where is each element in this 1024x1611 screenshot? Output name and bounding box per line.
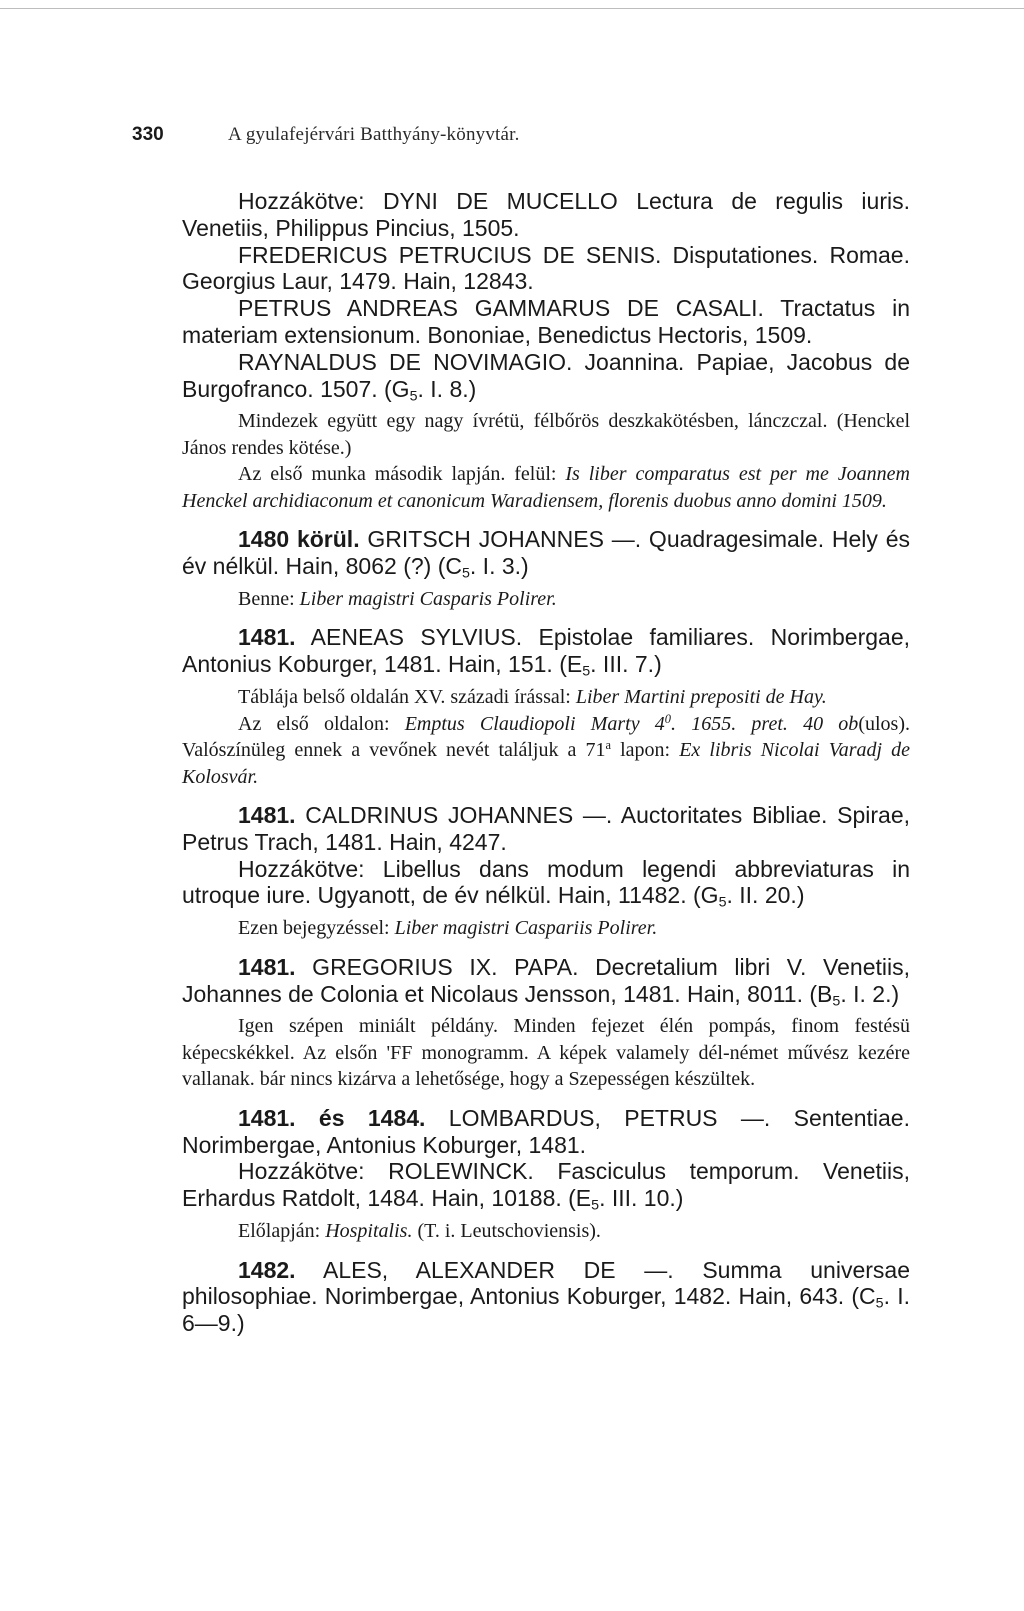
- entry-text: [182, 295, 910, 349]
- page-number: 330: [132, 124, 164, 145]
- entry-year: 1481. és 1484.: [238, 1104, 426, 1131]
- superscript: a: [605, 738, 612, 753]
- entry-text-segment: LOMBARDUS, PETRUS —. Sententiae. Norimbergae, Antonius Koburger, 1481.: [182, 1104, 910, 1158]
- entry-1481-gregorius: [182, 954, 910, 1008]
- note: [182, 586, 910, 613]
- note-italic: . 1655. pret. 40 ob: [671, 712, 859, 735]
- note-text: lapon:: [611, 739, 680, 762]
- note: [182, 1013, 910, 1093]
- entry-text-segment: CALDRINUS JOHANNES —. Auctoritates Bibliae. Spirae, Petrus Trach, 1481. Hain, 4247.: [182, 802, 910, 855]
- note-text: Igen szépen miniált példány. Minden fejezet élén pompás, finom festésü képecskékkel. Az elsőn 'FF monogramm. A képek valamely dél-német művész kezére vallanak. bár nincs kizárva a lehetősége, hogy a Szepességen készültek.: [182, 1015, 910, 1091]
- note-italic: Liber magistri Caspariis Polirer.: [394, 917, 658, 940]
- note: [182, 408, 910, 461]
- entry-text-segment: Hozzákötve: Libellus dans modum legendi abbreviaturas in utroque iure. Ugyanott, de év nélkül. Hain, 11482. (G: [182, 855, 910, 909]
- entry-text-segment: RAYNALDUS DE NOVIMAGIO. Joannina. Papiae, Jacobus de Burgofranco. 1507. (G: [182, 348, 910, 402]
- subscript: 5: [409, 388, 418, 405]
- page: [132, 118, 911, 1337]
- note-text: (T. i. Leutschoviensis).: [412, 1220, 601, 1243]
- entry-text-segment: GREGORIUS IX. PAPA. Decretalium libri V. Venetiis, Johannes de Colonia et Nicolaus Jensson, 1481. Hain, 8011. (B: [182, 953, 910, 1007]
- note-italic: Is liber comparatus est per me Joannem Henckel archidiaconum et canonicum Waradiensem, florenis duobus anno domini 1509.: [182, 463, 910, 512]
- note-text: Táblája belső oldalán XV. századi írással:: [238, 686, 576, 709]
- entry-1481-caldrinus: [182, 802, 910, 856]
- note-text: Ezen bejegyzéssel:: [238, 917, 395, 940]
- entry-text-segment: . I. 8.): [417, 375, 477, 402]
- entry-year: 1480 körül.: [238, 526, 360, 553]
- entry-text: [182, 188, 910, 242]
- entry-year: 1481.: [238, 802, 296, 829]
- entry-year: 1481.: [238, 953, 296, 980]
- subscript: 5: [832, 993, 841, 1010]
- note: [182, 915, 910, 942]
- note-text: Előlapján:: [238, 1220, 326, 1243]
- note-italic: Ex libris Nicolai Varadj de Kolosvár.: [182, 739, 911, 788]
- entry-text-segment: GRITSCH JOHANNES —. Quadragesimale. Hely és év nélkül. Hain, 8062 (?) (C: [182, 526, 910, 580]
- entry-text-segment: AENEAS SYLVIUS. Epistolae familiares. Norimbergae, Antonius Koburger, 1481. Hain, 151. (E: [182, 624, 910, 678]
- entry-text-segment: . II. 20.): [726, 882, 805, 909]
- entry-text-segment: Hozzákötve: DYNI DE MUCELLO Lectura de regulis iuris. Venetiis, Philippus Pincius, 1505.: [182, 188, 910, 241]
- entry-text-segment: . III. 7.): [590, 651, 662, 678]
- entry-text: [182, 242, 910, 296]
- entry-text: [182, 349, 910, 403]
- entry-text-segment: . I. 2.): [840, 980, 900, 1007]
- entry-1481-aeneas: [182, 624, 910, 678]
- entry-text-segment: . III. 10.): [599, 1185, 684, 1212]
- entry-text: [182, 856, 910, 910]
- entry-text-segment: FREDERICUS PETRUCIUS DE SENIS. Disputationes. Romae. Georgius Laur, 1479. Hain, 12843.: [182, 241, 910, 295]
- note-italic: Liber magistri Casparis Polirer.: [299, 587, 557, 610]
- entry-year: 1481.: [238, 624, 296, 651]
- entry-1481-lombardus: [182, 1105, 910, 1159]
- entry-text-segment: Hozzákötve: ROLEWINCK. Fasciculus temporum. Venetiis, Erhardus Ratdolt, 1484. Hain, 10188. (E: [182, 1158, 910, 1212]
- subscript: 5: [591, 1197, 600, 1214]
- entry-text-segment: PETRUS ANDREAS GAMMARUS DE CASALI. Tractatus in materiam extensionum. Bononiae, Benedictus Hectoris, 1509.: [182, 295, 910, 348]
- entry-1482: [182, 1257, 910, 1337]
- page-header: [132, 118, 910, 148]
- entry-text: [182, 1158, 910, 1212]
- subscript: 5: [875, 1295, 884, 1312]
- entry-1480: [182, 526, 910, 580]
- entry-year: 1482.: [238, 1256, 296, 1283]
- entry-text-segment: . I. 6—9.): [182, 1283, 910, 1337]
- note-italic: Liber Martini prepositi de Hay.: [575, 686, 827, 709]
- note-text: (ulos). Valószínüleg ennek a vevőnek nevét találjuk a 71: [182, 712, 910, 762]
- note-text: Mindezek együtt egy nagy ívrétü, félbőrös deszkakötésben, lánczczal. (Henckel János rendes kötése.): [182, 410, 910, 459]
- note: [182, 684, 910, 711]
- subscript: 5: [718, 895, 727, 912]
- note-text: Az első oldalon:: [238, 712, 405, 735]
- superscript: 0: [664, 711, 671, 726]
- top-rule: [0, 8, 1024, 9]
- subscript: 5: [582, 663, 591, 680]
- note-italic: Hospitalis.: [325, 1220, 413, 1243]
- note-text: Az első munka második lapján. felül:: [238, 463, 566, 486]
- catalog-entries: [182, 188, 910, 1337]
- note: [182, 1218, 910, 1245]
- note-text: Benne:: [238, 587, 300, 610]
- entry-text-segment: . I. 3.): [469, 553, 529, 580]
- entry-text-segment: ALES, ALEXANDER DE —. Summa universae philosophiae. Norimbergae, Antonius Koburger, 1482. Hain, 643. (C: [182, 1256, 910, 1310]
- note-italic: Emptus Claudiopoli Marty 4: [404, 712, 665, 735]
- note: [182, 711, 910, 791]
- running-title: A gyulafejérvári Batthyány-könyvtár.: [228, 124, 520, 145]
- note: [182, 461, 910, 514]
- subscript: 5: [461, 565, 470, 582]
